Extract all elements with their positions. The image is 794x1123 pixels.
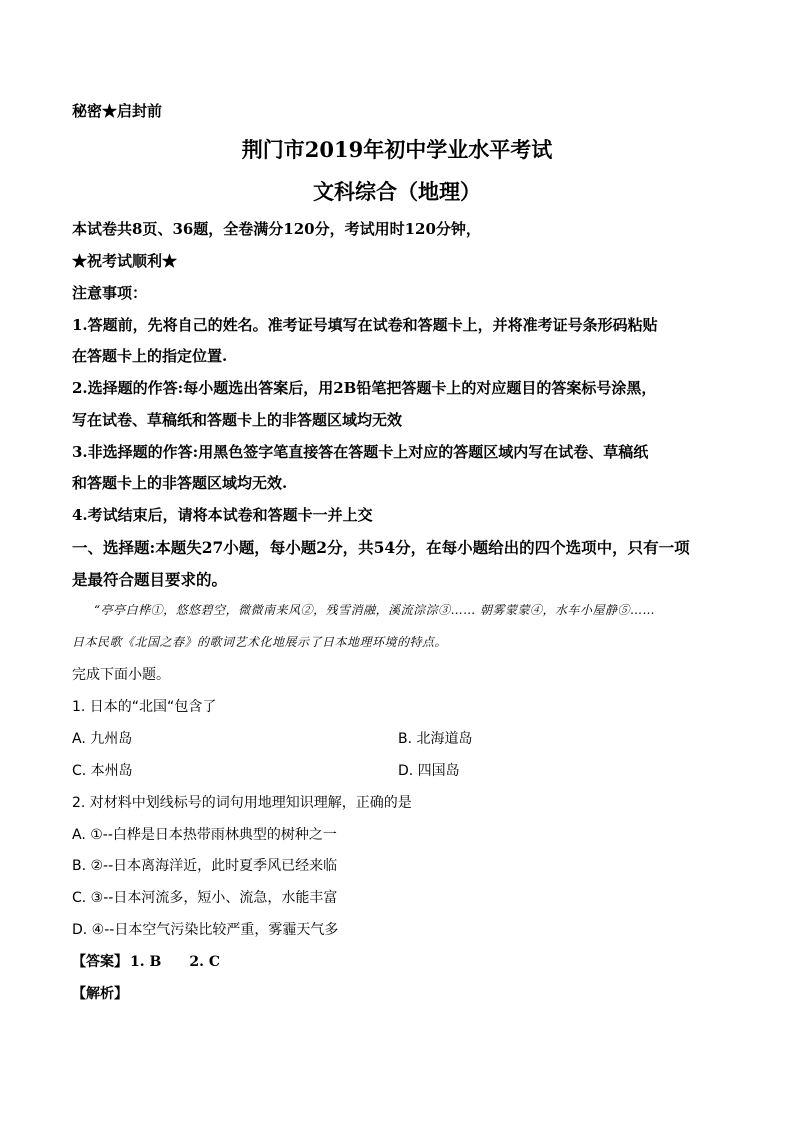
- notice-item-3-line-1: 3.非选择题的作答:用黑色签字笔直接答在答题卡上对应的答题区域内写在试卷、草稿纸: [72, 443, 649, 461]
- answer-label: 【答案】: [72, 954, 128, 970]
- notice-item-2-line-1: 2.选择题的作答:每小题选出答案后，用2B铅笔把答题卡上的对应题目的答案标号涂黑，: [72, 379, 657, 397]
- exam-subtitle: 文科综合（地理）: [313, 179, 481, 204]
- q1-option-d: D. 四国岛: [398, 763, 460, 779]
- exam-intro: 本试卷共8页、36题，全卷满分120分，考试用时120分钟，: [72, 220, 481, 238]
- q1-option-c: C. 本州岛: [72, 763, 133, 779]
- secret-label: 秘密★启封前: [72, 102, 163, 120]
- notice-item-4: 4.考试结束后，请将本试卷和答题卡一并上交: [72, 506, 373, 524]
- q2-option-d: D. ④--日本空气污染比较严重，雾霾天气多: [72, 922, 339, 938]
- q2-option-c: C. ③--日本河流多，短小、流急，水能丰富: [72, 890, 338, 906]
- q1-option-b: B. 北海道岛: [398, 731, 473, 747]
- section-heading-line-1: 一、选择题:本题失27小题，每小题2分，共54分，在每小题给出的四个选项中，只有一项: [72, 538, 690, 557]
- notice-item-2-line-2: 写在试卷、草稿纸和答题卡上的非答题区域均无效: [72, 411, 403, 429]
- q1-stem: 1. 日本的“北国“包含了: [72, 699, 217, 715]
- section-heading-line-2: 是最符合题目要求的。: [72, 570, 228, 589]
- analysis-label: 【解析】: [72, 986, 128, 1002]
- q2-stem: 2. 对材料中划线标号的词句用地理知识理解，正确的是: [72, 795, 412, 811]
- answer-2: 2. C: [189, 954, 220, 970]
- material-line-1: “亭亭白桦①，悠悠碧空，微微南来风②，残雪消融，溪流淙淙③…… 朝雾蒙蒙④，水车小屋静⑤……: [94, 603, 655, 617]
- answer-row: [72, 951, 220, 971]
- material-line-2: 日本民歌《北国之春》的歌词艺术化地展示了日本地理环境的特点。: [72, 635, 448, 649]
- exam-title: 荆门市2019年初中学业水平考试: [241, 137, 553, 162]
- question-prompt: 完成下面小题。: [72, 667, 170, 683]
- q2-option-b: B. ②--日本离海洋近，此时夏季风已经来临: [72, 858, 338, 874]
- q1-option-a: A. 九州岛: [72, 731, 133, 747]
- q2-option-a: A. ①--白桦是日本热带雨林典型的树种之一: [72, 827, 337, 843]
- exam-wish: ★祝考试顺利★: [72, 252, 178, 270]
- notice-item-1-line-1: 1.答题前，先将自己的姓名。准考证号填写在试卷和答题卡上，并将准考证号条形码粘贴: [72, 316, 658, 334]
- notice-item-1-line-2: 在答题卡上的指定位置.: [72, 347, 228, 365]
- notice-title: 注意事项：: [72, 284, 148, 302]
- notice-item-3-line-2: 和答题卡上的非答题区域均无效.: [72, 474, 288, 492]
- answer-1: 1. B: [130, 954, 162, 970]
